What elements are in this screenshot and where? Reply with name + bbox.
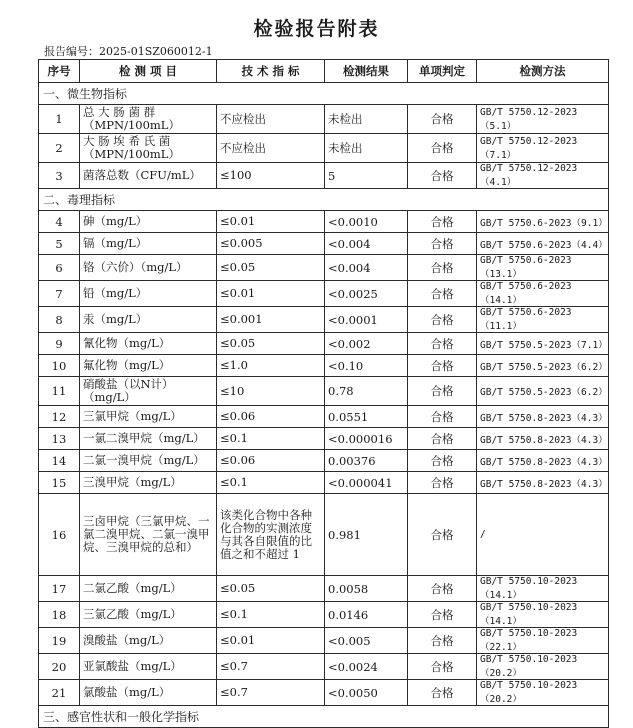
- cell-result: 0.0058: [325, 576, 408, 602]
- section-title: 一、微生物指标: [39, 83, 609, 105]
- cell-item: 大 肠 埃 希 氏 菌（MPN/100mL）: [80, 134, 217, 163]
- cell-no: 9: [39, 333, 80, 355]
- cell-result: <0.0050: [325, 680, 408, 706]
- table-row: [39, 307, 609, 333]
- table-row: [39, 211, 609, 233]
- cell-item: 氯酸盐（mg/L）: [80, 680, 217, 706]
- cell-no: 11: [39, 377, 80, 406]
- report-number: 报告编号：2025-01SZ060012-1: [44, 45, 213, 58]
- cell-no: 4: [39, 211, 80, 233]
- results-table: [38, 59, 609, 728]
- table-row: [39, 428, 609, 450]
- cell-item: 氟化物（mg/L）: [80, 355, 217, 377]
- cell-item: 铅（mg/L）: [80, 281, 217, 307]
- cell-spec: 不应检出: [217, 134, 325, 163]
- cell-no: 3: [39, 163, 80, 189]
- cell-result: 0.78: [325, 377, 408, 406]
- cell-judge: 合格: [408, 105, 477, 134]
- cell-no: 2: [39, 134, 80, 163]
- cell-spec: ≤0.05: [217, 576, 325, 602]
- cell-no: 1: [39, 105, 80, 134]
- cell-result: 未检出: [325, 105, 408, 134]
- cell-no: 14: [39, 450, 80, 472]
- cell-no: 19: [39, 628, 80, 654]
- header-result: 检测结果: [325, 60, 408, 83]
- cell-result: 5: [325, 163, 408, 189]
- cell-result: 0.0551: [325, 406, 408, 428]
- cell-spec: 该类化合物中各种化合物的实测浓度与其各自限值的比值之和不超过 1: [217, 494, 325, 576]
- cell-spec: ≤0.1: [217, 428, 325, 450]
- cell-judge: 合格: [408, 576, 477, 602]
- cell-item: 一氯二溴甲烷（mg/L）: [80, 428, 217, 450]
- cell-method: GB/T 5750.6-2023（13.1）: [477, 255, 609, 281]
- cell-spec: ≤10: [217, 377, 325, 406]
- report-title: 检验报告附表: [253, 18, 380, 40]
- cell-judge: 合格: [408, 450, 477, 472]
- table-row: [39, 281, 609, 307]
- cell-no: 6: [39, 255, 80, 281]
- header-method: 检测方法: [477, 60, 609, 83]
- table-row: [39, 406, 609, 428]
- cell-result: <0.000041: [325, 472, 408, 494]
- cell-item: 二氯乙酸（mg/L）: [80, 576, 217, 602]
- header-item: 检 测 项 目: [80, 60, 217, 83]
- header-judge: 单项判定: [408, 60, 477, 83]
- cell-method: /: [477, 494, 609, 576]
- table-row: [39, 377, 609, 406]
- cell-no: 12: [39, 406, 80, 428]
- cell-spec: ≤0.005: [217, 233, 325, 255]
- cell-item: 菌落总数（CFU/mL）: [80, 163, 217, 189]
- cell-result: <0.0010: [325, 211, 408, 233]
- cell-judge: 合格: [408, 406, 477, 428]
- cell-spec: ≤0.1: [217, 602, 325, 628]
- cell-result: <0.004: [325, 255, 408, 281]
- table-row: [39, 355, 609, 377]
- cell-spec: ≤0.01: [217, 211, 325, 233]
- cell-item: 硝酸盐（以N计）（mg/L）: [80, 377, 217, 406]
- cell-item: 三氯甲烷（mg/L）: [80, 406, 217, 428]
- table-row: [39, 680, 609, 706]
- cell-spec: ≤1.0: [217, 355, 325, 377]
- section-title: 二、毒理指标: [39, 189, 609, 211]
- cell-judge: 合格: [408, 211, 477, 233]
- cell-no: 18: [39, 602, 80, 628]
- cell-result: 0.0146: [325, 602, 408, 628]
- cell-judge: 合格: [408, 134, 477, 163]
- cell-no: 15: [39, 472, 80, 494]
- cell-method: GB/T 5750.12-2023（7.1）: [477, 134, 609, 163]
- cell-result: <0.0024: [325, 654, 408, 680]
- cell-method: GB/T 5750.12-2023（5.1）: [477, 105, 609, 134]
- cell-judge: 合格: [408, 680, 477, 706]
- table-row: [39, 233, 609, 255]
- cell-result: <0.0001: [325, 307, 408, 333]
- table-row: [39, 255, 609, 281]
- cell-spec: ≤0.001: [217, 307, 325, 333]
- cell-result: <0.002: [325, 333, 408, 355]
- cell-spec: ≤0.06: [217, 450, 325, 472]
- cell-item: 镉（mg/L）: [80, 233, 217, 255]
- cell-spec: ≤0.01: [217, 281, 325, 307]
- cell-result: <0.004: [325, 233, 408, 255]
- table-row: [39, 134, 609, 163]
- cell-method: GB/T 5750.8-2023（4.3）: [477, 406, 609, 428]
- table-row: [39, 105, 609, 134]
- cell-item: 三溴甲烷（mg/L）: [80, 472, 217, 494]
- cell-item: 亚氯酸盐（mg/L）: [80, 654, 217, 680]
- cell-item: 砷（mg/L）: [80, 211, 217, 233]
- cell-judge: 合格: [408, 628, 477, 654]
- cell-spec: ≤0.01: [217, 628, 325, 654]
- cell-judge: 合格: [408, 654, 477, 680]
- header-spec: 技 术 指 标: [217, 60, 325, 83]
- cell-no: 13: [39, 428, 80, 450]
- cell-judge: 合格: [408, 602, 477, 628]
- cell-result: <0.10: [325, 355, 408, 377]
- section-row: [39, 189, 609, 211]
- cell-item: 铬（六价）（mg/L）: [80, 255, 217, 281]
- cell-item: 三氯乙酸（mg/L）: [80, 602, 217, 628]
- cell-judge: 合格: [408, 472, 477, 494]
- section-title: 三、感官性状和一般化学指标: [39, 706, 609, 728]
- table-row: [39, 450, 609, 472]
- cell-method: GB/T 5750.6-2023（11.1）: [477, 307, 609, 333]
- cell-judge: 合格: [408, 163, 477, 189]
- cell-result: <0.0025: [325, 281, 408, 307]
- cell-spec: ≤0.7: [217, 654, 325, 680]
- cell-spec: ≤100: [217, 163, 325, 189]
- cell-item: 二氯一溴甲烷（mg/L）: [80, 450, 217, 472]
- cell-method: GB/T 5750.6-2023（9.1）: [477, 211, 609, 233]
- cell-judge: 合格: [408, 428, 477, 450]
- cell-item: 溴酸盐（mg/L）: [80, 628, 217, 654]
- cell-no: 8: [39, 307, 80, 333]
- cell-judge: 合格: [408, 333, 477, 355]
- cell-method: GB/T 5750.6-2023（14.1）: [477, 281, 609, 307]
- cell-method: GB/T 5750.12-2023（4.1）: [477, 163, 609, 189]
- cell-judge: 合格: [408, 494, 477, 576]
- cell-method: GB/T 5750.5-2023（7.1）: [477, 333, 609, 355]
- table-row: [39, 494, 609, 576]
- cell-judge: 合格: [408, 355, 477, 377]
- cell-method: GB/T 5750.8-2023（4.3）: [477, 472, 609, 494]
- cell-spec: ≤0.1: [217, 472, 325, 494]
- cell-method: GB/T 5750.5-2023（6.2）: [477, 355, 609, 377]
- table-row: [39, 472, 609, 494]
- cell-result: <0.005: [325, 628, 408, 654]
- table-header-row: [39, 60, 609, 83]
- cell-item: 三卤甲烷（三氯甲烷、一氯二溴甲烷、二氯一溴甲烷、三溴甲烷的总和）: [80, 494, 217, 576]
- cell-judge: 合格: [408, 255, 477, 281]
- cell-method: GB/T 5750.6-2023（4.4）: [477, 233, 609, 255]
- cell-no: 10: [39, 355, 80, 377]
- cell-spec: ≤0.06: [217, 406, 325, 428]
- cell-item: 总 大 肠 菌 群（MPN/100mL）: [80, 105, 217, 134]
- cell-result: <0.000016: [325, 428, 408, 450]
- cell-spec: ≤0.05: [217, 333, 325, 355]
- table-body: [39, 83, 609, 728]
- cell-spec: 不应检出: [217, 105, 325, 134]
- table-row: [39, 602, 609, 628]
- table-row: [39, 163, 609, 189]
- cell-judge: 合格: [408, 377, 477, 406]
- cell-method: GB/T 5750.10-2023（22.1）: [477, 628, 609, 654]
- cell-judge: 合格: [408, 307, 477, 333]
- cell-no: 17: [39, 576, 80, 602]
- cell-no: 20: [39, 654, 80, 680]
- cell-method: GB/T 5750.10-2023（20.2）: [477, 654, 609, 680]
- cell-method: GB/T 5750.10-2023（14.1）: [477, 602, 609, 628]
- table-row: [39, 333, 609, 355]
- cell-no: 7: [39, 281, 80, 307]
- cell-no: 16: [39, 494, 80, 576]
- cell-method: GB/T 5750.5-2023（6.2）: [477, 377, 609, 406]
- cell-no: 5: [39, 233, 80, 255]
- cell-method: GB/T 5750.10-2023（20.2）: [477, 680, 609, 706]
- cell-item: 汞（mg/L）: [80, 307, 217, 333]
- cell-method: GB/T 5750.8-2023（4.3）: [477, 450, 609, 472]
- section-row: [39, 706, 609, 728]
- table-row: [39, 654, 609, 680]
- cell-judge: 合格: [408, 281, 477, 307]
- cell-result: 0.00376: [325, 450, 408, 472]
- header-no: 序号: [39, 60, 80, 83]
- cell-result: 0.981: [325, 494, 408, 576]
- table-row: [39, 576, 609, 602]
- cell-judge: 合格: [408, 233, 477, 255]
- cell-spec: ≤0.05: [217, 255, 325, 281]
- section-row: [39, 83, 609, 105]
- cell-result: 未检出: [325, 134, 408, 163]
- cell-no: 21: [39, 680, 80, 706]
- cell-item: 氰化物（mg/L）: [80, 333, 217, 355]
- cell-spec: ≤0.7: [217, 680, 325, 706]
- cell-method: GB/T 5750.10-2023（14.1）: [477, 576, 609, 602]
- cell-method: GB/T 5750.8-2023（4.3）: [477, 428, 609, 450]
- table-row: [39, 628, 609, 654]
